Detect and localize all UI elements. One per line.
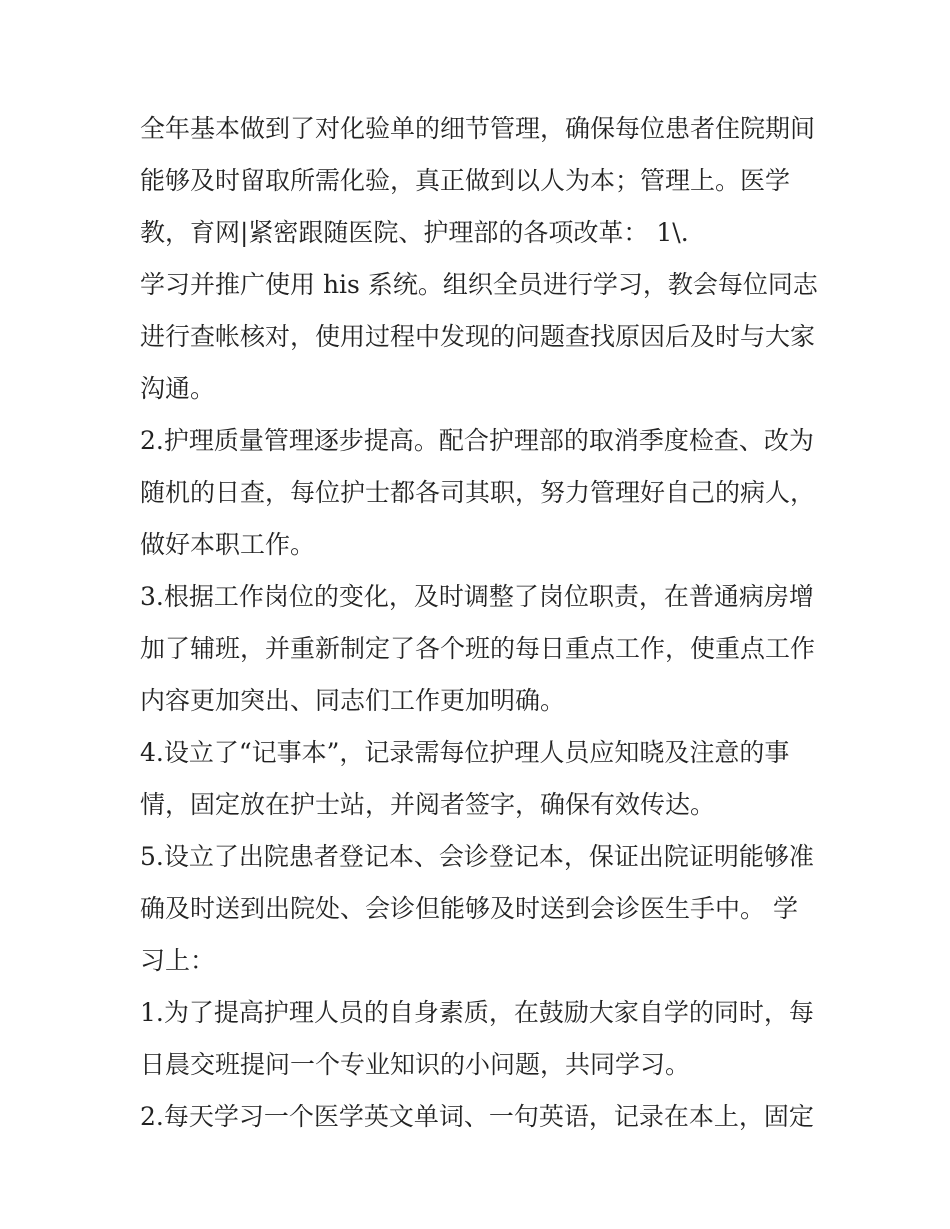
text-line: 学习并推广使用 his 系统。组织全员进行学习，教会每位同志 [140, 270, 818, 299]
text-line: 全年基本做到了对化验单的细节管理，确保每位患者住院期间 [140, 114, 816, 143]
text-line: 习上： [140, 946, 216, 975]
text-line: 加了辅班，并重新制定了各个班的每日重点工作，使重点工作 [140, 634, 816, 663]
text-line: 2.每天学习一个医学英文单词、一句英语，记录在本上，固定 [140, 1102, 814, 1131]
paragraph-1 [140, 110, 820, 252]
text-line: 随机的日查，每位护士都各司其职，努力管理好自己的病人， [140, 478, 816, 507]
text-line: 5.设立了出院患者登记本、会诊登记本，保证出院证明能够准 [140, 842, 814, 871]
text-line: 能够及时留取所需化验，真正做到以人为本；管理上。医学 [140, 166, 791, 195]
text-line: 内容更加突出、同志们工作更加明确。 [140, 686, 566, 715]
text-line: 教，育网|紧密跟随医院、护理部的各项改革： 1\. [140, 218, 689, 247]
paragraph-7 [140, 994, 820, 1084]
text-line: 2.护理质量管理逐步提高。配合护理部的取消季度检查、改为 [140, 426, 814, 455]
paragraph-5 [140, 734, 820, 824]
paragraph-4 [140, 578, 820, 720]
paragraph-8 [140, 1098, 820, 1136]
text-line: 日晨交班提问一个专业知识的小问题，共同学习。 [140, 1050, 691, 1079]
text-line: 3.根据工作岗位的变化，及时调整了岗位职责，在普通病房增 [140, 582, 814, 611]
text-line: 做好本职工作。 [140, 530, 316, 559]
text-line: 4.设立了“记事本”，记录需每位护理人员应知晓及注意的事 [140, 738, 790, 767]
paragraph-3 [140, 422, 820, 564]
text-line: 沟通。 [140, 374, 216, 403]
text-line: 情，固定放在护士站，并阅者签字，确保有效传达。 [140, 790, 716, 819]
document-body [140, 110, 820, 1150]
text-line: 进行查帐核对，使用过程中发现的问题查找原因后及时与大家 [140, 322, 816, 351]
text-line: 1.为了提高护理人员的自身素质，在鼓励大家自学的同时，每 [140, 998, 814, 1027]
paragraph-2 [140, 266, 820, 408]
paragraph-6 [140, 838, 820, 980]
text-line: 确及时送到出院处、会诊但能够及时送到会诊医生手中。 学 [140, 894, 798, 923]
